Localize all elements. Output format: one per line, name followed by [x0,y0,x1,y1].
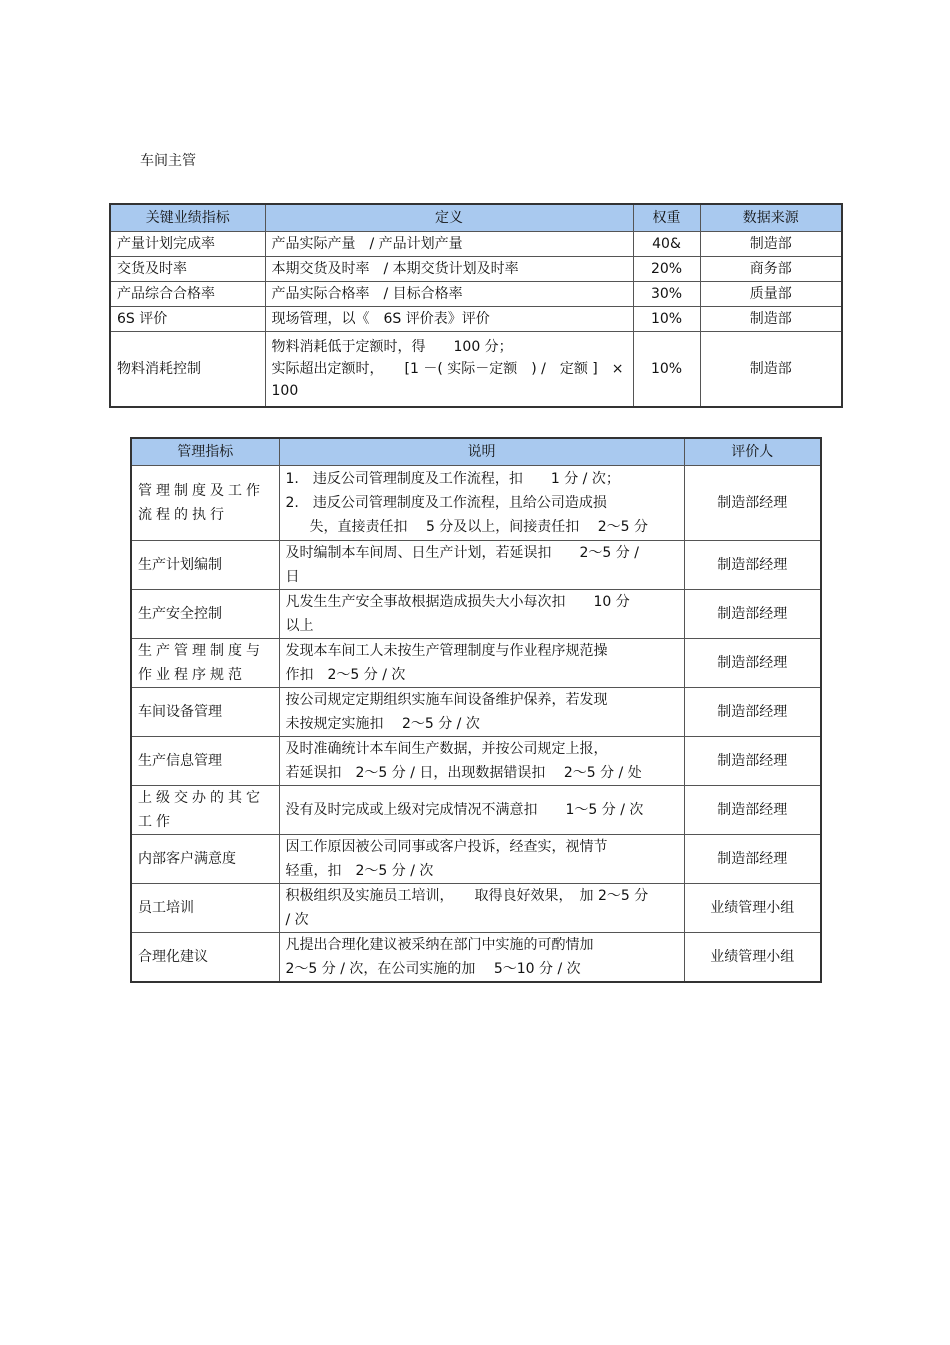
kpi-header-source: 数据来源 [700,204,842,232]
table-row [131,466,821,541]
mgmt-header-description: 说明 [279,438,684,466]
kpi-source: 商务部 [700,257,842,282]
mgmt-indicator: 生产计划编制 [131,541,279,590]
kpi-indicator: 交货及时率 [110,257,265,282]
mgmt-indicator: 员工培训 [131,884,279,933]
mgmt-indicator: 生产安全控制 [131,590,279,639]
kpi-header-definition: 定义 [265,204,633,232]
mgmt-description-line: 按公司规定定期组织实施车间设备维护保养，若发现 [285,692,608,708]
kpi-indicator: 产品综合合格率 [110,282,265,307]
mgmt-header-evaluator: 评价人 [684,438,821,466]
table-row [110,332,842,408]
mgmt-indicator: 生产管理制度与作业程序规范 [131,639,279,688]
mgmt-description-line: 积极组织及实施员工培训， 取得良好效果， 加 2～5 分 [285,888,649,904]
mgmt-indicator: 上级交办的其它工作 [131,786,279,835]
mgmt-description-line: 日 [285,569,300,585]
kpi-source: 制造部 [700,307,842,332]
mgmt-description [279,639,684,688]
mgmt-evaluator: 制造部经理 [684,639,821,688]
kpi-indicator: 物料消耗控制 [110,332,265,408]
mgmt-description-line: 失，直接责任扣 5 分及以上，间接责任扣 2～5 分 [309,519,649,535]
kpi-source: 制造部 [700,332,842,408]
kpi-definition: 本期交货及时率 / 本期交货计划及时率 [265,257,633,282]
mgmt-indicator: 管理制度及工作流程的执行 [131,466,279,541]
mgmt-header-row [131,438,821,466]
kpi-weight: 30% [633,282,700,307]
page-title: 车间主管 [140,153,196,169]
mgmt-indicator: 车间设备管理 [131,688,279,737]
mgmt-description [279,835,684,884]
mgmt-description-line: 及时编制本车间周、日生产计划，若延误扣 2～5 分 / [285,545,639,561]
mgmt-indicator: 内部客户满意度 [131,835,279,884]
table-row [110,257,842,282]
table-row [110,232,842,257]
mgmt-description-line: 作扣 2～5 分 / 次 [285,667,406,683]
mgmt-evaluator: 制造部经理 [684,541,821,590]
mgmt-description-line: 2. 违反公司管理制度及工作流程，且给公司造成损 [285,495,607,511]
kpi-definition-line: 物料消耗低于定额时，得 100 分； [271,339,513,355]
mgmt-description-line: 没有及时完成或上级对完成情况不满意扣 1～5 分 / 次 [285,802,644,818]
kpi-weight: 20% [633,257,700,282]
mgmt-indicator: 合理化建议 [131,933,279,983]
kpi-definition: 产品实际产量 / 产品计划产量 [265,232,633,257]
table-row [131,688,821,737]
mgmt-description-line: 因工作原因被公司同事或客户投诉，经查实，视情节 [285,839,608,855]
mgmt-evaluator: 制造部经理 [684,688,821,737]
kpi-table [109,203,843,408]
mgmt-description [279,933,684,983]
kpi-indicator: 产量计划完成率 [110,232,265,257]
mgmt-description [279,541,684,590]
mgmt-description-line: 1. 违反公司管理制度及工作流程，扣 1 分 / 次； [285,471,620,487]
mgmt-header-indicator: 管理指标 [131,438,279,466]
mgmt-description-line: 及时准确统计本车间生产数据，并按公司规定上报， [285,741,608,757]
mgmt-description [279,786,684,835]
table-row [131,737,821,786]
mgmt-description-line: 以上 [285,618,314,634]
mgmt-description-line: 若延误扣 2～5 分 / 日，出现数据错误扣 2～5 分 / 处 [285,765,642,781]
mgmt-description-line: 轻重，扣 2～5 分 / 次 [285,863,434,879]
kpi-header-row [110,204,842,232]
mgmt-evaluator: 业绩管理小组 [684,884,821,933]
mgmt-evaluator: 制造部经理 [684,466,821,541]
mgmt-description-line: 未按规定实施扣 2～5 分 / 次 [285,716,480,732]
table-row [131,786,821,835]
mgmt-description [279,466,684,541]
mgmt-indicator: 生产信息管理 [131,737,279,786]
table-row [131,933,821,983]
table-row [131,590,821,639]
kpi-definition-line: 实际超出定额时， [1 －( 实际－定额 ) / 定额 ] × [271,361,624,377]
table-row [131,541,821,590]
kpi-definition: 现场管理，以《 6S 评价表》评价 [265,307,633,332]
mgmt-description [279,884,684,933]
mgmt-evaluator: 业绩管理小组 [684,933,821,983]
kpi-header-indicator: 关键业绩指标 [110,204,265,232]
table-row [131,884,821,933]
kpi-definition: 产品实际合格率 / 目标合格率 [265,282,633,307]
kpi-weight: 10% [633,307,700,332]
mgmt-description-line: 2～5 分 / 次，在公司实施的加 5～10 分 / 次 [285,961,581,977]
mgmt-table [130,437,822,983]
mgmt-description-line: / 次 [285,912,309,928]
mgmt-evaluator: 制造部经理 [684,786,821,835]
mgmt-evaluator: 制造部经理 [684,835,821,884]
kpi-source: 制造部 [700,232,842,257]
kpi-weight: 10% [633,332,700,408]
mgmt-evaluator: 制造部经理 [684,737,821,786]
mgmt-description-line: 凡提出合理化建议被采纳在部门中实施的可酌情加 [285,937,594,953]
kpi-definition-line: 100 [271,383,299,399]
table-row [131,639,821,688]
table-row [110,307,842,332]
kpi-indicator: 6S 评价 [110,307,265,332]
mgmt-description [279,590,684,639]
kpi-header-weight: 权重 [633,204,700,232]
kpi-source: 质量部 [700,282,842,307]
kpi-weight: 40& [633,232,700,257]
mgmt-description-line: 发现本车间工人未按生产管理制度与作业程序规范操 [285,643,608,659]
table-row [131,835,821,884]
table-row [110,282,842,307]
mgmt-evaluator: 制造部经理 [684,590,821,639]
mgmt-description [279,688,684,737]
kpi-definition [265,332,633,408]
mgmt-description [279,737,684,786]
mgmt-description-line: 凡发生生产安全事故根据造成损失大小每次扣 10 分 [285,594,630,610]
